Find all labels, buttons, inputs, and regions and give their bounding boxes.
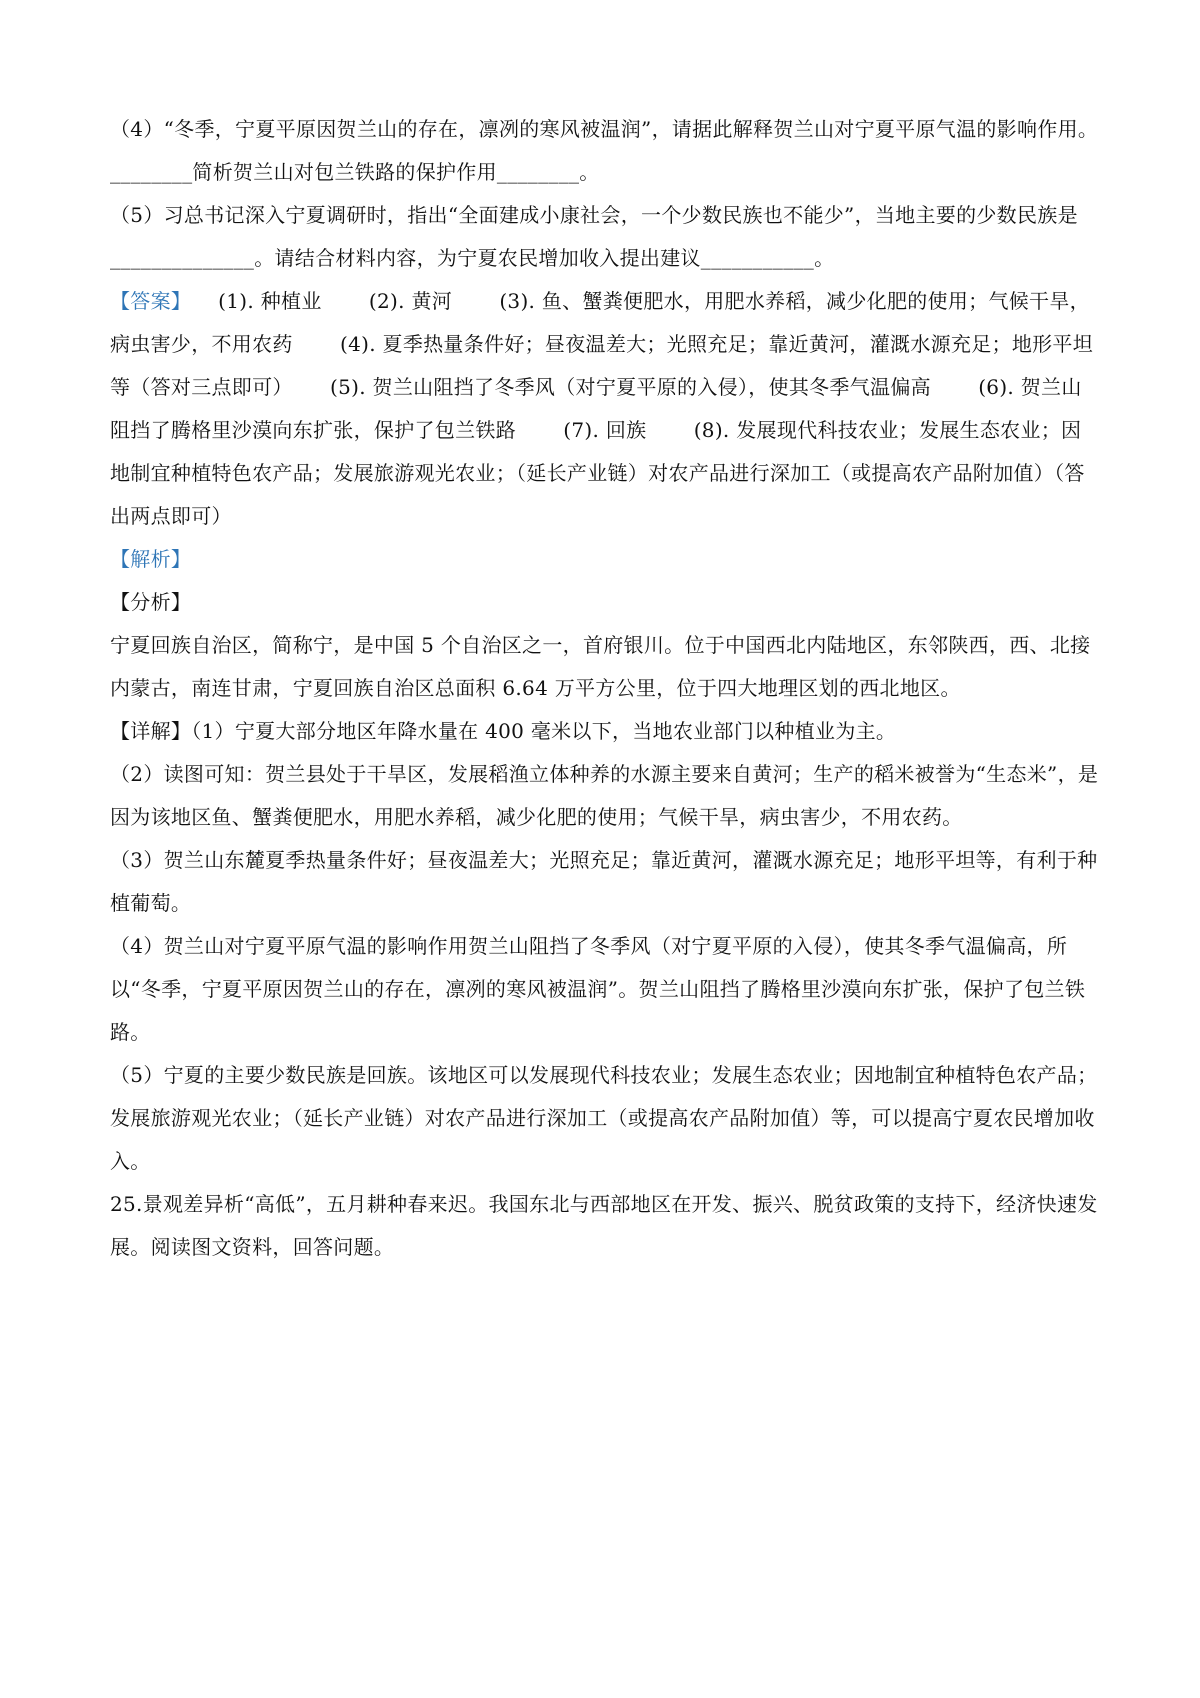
detail-label: 【详解】	[110, 719, 192, 743]
detail-2: （2）读图可知：贺兰县处于干旱区，发展稻渔立体种养的水源主要来自黄河；生产的稻米被誉为“生态米”，是因为该地区鱼、蟹粪便肥水，用肥水养稻，减少化肥的使用；气候干旱，病虫害少，不用农药。	[110, 762, 1099, 829]
detail-5: （5）宁夏的主要少数民族是回族。该地区可以发展现代科技农业；发展生态农业；因地制宜种植特色农产品；发展旅游观光农业；（延长产业链）对农产品进行深加工（或提高农产品附加值）等，可以提高宁夏农民增加收入。	[110, 1063, 1098, 1173]
fenxi-label: 【分析】	[110, 590, 192, 614]
document-body	[110, 108, 1100, 1269]
detail-1-row	[110, 710, 1100, 753]
question-part-4: （4）“冬季，宁夏平原因贺兰山的存在，凛冽的寒风被温润”，请据此解释贺兰山对宁夏平原气温的影响作用。________简析贺兰山对包兰铁路的保护作用________。	[110, 117, 1099, 184]
detail-4: （4）贺兰山对宁夏平原气温的影响作用贺兰山阻挡了冬季风（对宁夏平原的入侵），使其冬季气温偏高，所以“冬季，宁夏平原因贺兰山的存在，凛冽的寒风被温润”。贺兰山阻挡了腾格里沙漠向东扩张，保护了包兰铁路。	[110, 934, 1086, 1044]
answer-item-4: (4). 夏季热量条件好；昼夜温差大；光照充足；靠近黄河，灌溉水源充足；地形平坦等（答对三点即可）	[110, 332, 1094, 399]
question-part-5: （5）习总书记深入宁夏调研时，指出“全面建成小康社会，一个少数民族也不能少”，当地主要的少数民族是______________。请结合材料内容，为宁夏农民增加收入提出建议___________。	[110, 203, 1078, 270]
question-25: 25.景观差异析“高低”，五月耕种春来迟。我国东北与西部地区在开发、振兴、脱贫政策的支持下，经济快速发展。阅读图文资料，回答问题。	[110, 1192, 1098, 1259]
answer-label: 【答案】	[110, 289, 192, 313]
answer-block	[110, 280, 1100, 538]
detail-1: （1）宁夏大部分地区年降水量在 400 毫米以下，当地农业部门以种植业为主。	[191, 719, 897, 743]
answer-item-3: (3). 鱼、蟹粪便肥水，用肥水养稻，减少化肥的使用；气候干旱，病虫害少，不用农药	[110, 289, 1090, 356]
analysis-label: 【解析】	[110, 547, 192, 571]
answer-item-7: (7). 回族	[542, 418, 667, 442]
detail-3: （3）贺兰山东麓夏季热量条件好；昼夜温差大；光照充足；靠近黄河，灌溉水源充足；地形平坦等，有利于种植葡萄。	[110, 848, 1098, 915]
answer-item-6: (6). 贺兰山阻挡了腾格里沙漠向东扩张，保护了包兰铁路	[110, 375, 1082, 442]
answer-item-1: (1). 种植业	[197, 289, 342, 313]
answer-item-5: (5). 贺兰山阻挡了冬季风（对宁夏平原的入侵），使其冬季气温偏高	[309, 375, 952, 399]
answer-item-2: (2). 黄河	[348, 289, 473, 313]
answer-item-8: (8). 发展现代科技农业；发展生态农业；因地制宜种植特色农产品；发展旅游观光农业；（延长产业链）对农产品进行深加工（或提高农产品附加值）（答出两点即可）	[110, 418, 1085, 528]
fenxi-text: 宁夏回族自治区，简称宁，是中国 5 个自治区之一，首府银川。位于中国西北内陆地区，东邻陕西，西、北接内蒙古，南连甘肃，宁夏回族自治区总面积 6.64 万平方公里，位于四大地理区划的西北地区。	[110, 633, 1091, 700]
